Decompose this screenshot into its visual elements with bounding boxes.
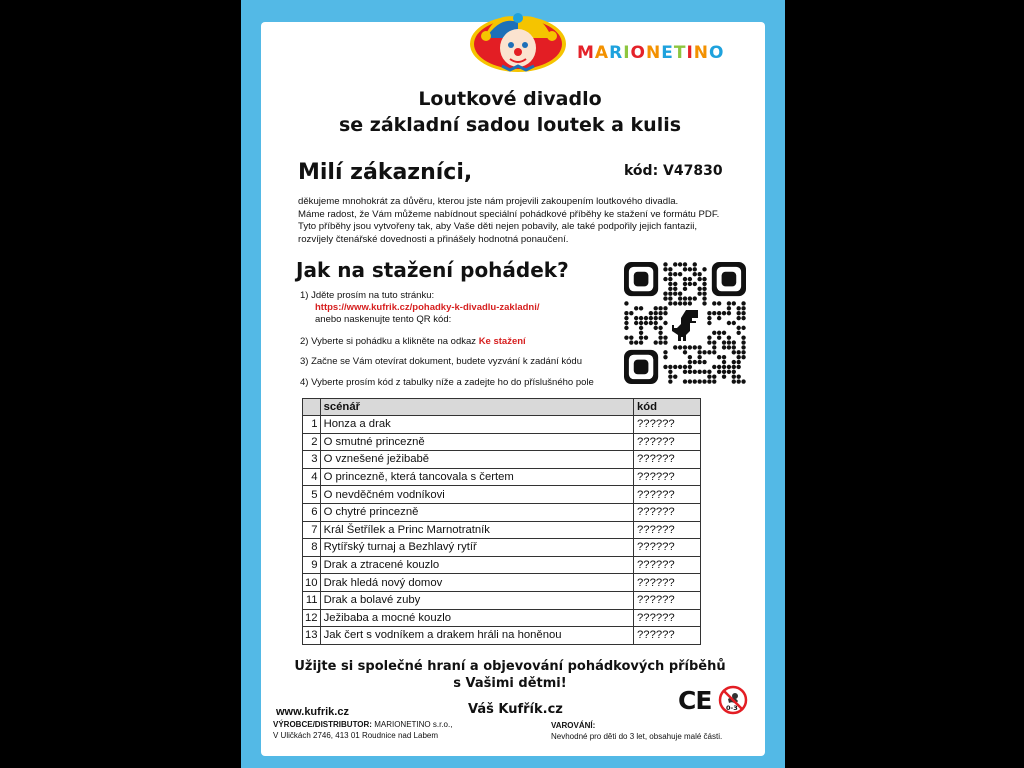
scenario-code: ?????? — [634, 609, 701, 627]
table-row — [303, 451, 701, 469]
closing-line-1: Užijte si společné hraní a objevování pohádkových příběhů — [294, 659, 726, 674]
brand-letter: O — [709, 43, 725, 63]
table-row — [303, 521, 701, 539]
table-row — [303, 627, 701, 645]
title-line-2: se základní sadou loutek a kulis — [338, 114, 682, 136]
brand-letter: E — [661, 43, 674, 63]
brand-name — [577, 43, 724, 63]
distributor-label: VÝROBCE/DISTRIBUTOR: — [273, 720, 372, 729]
scenario-code: ?????? — [634, 591, 701, 609]
distributor-address: V Uličkách 2746, 413 01 Roudnice nad Labem — [273, 730, 438, 740]
closing-message — [280, 658, 740, 692]
scenario-code: ?????? — [634, 503, 701, 521]
table-row — [303, 539, 701, 557]
brand-letter: I — [623, 43, 631, 63]
download-page-link[interactable]: https://www.kufrik.cz/pohadky-k-divadlu-zakladni/ — [315, 302, 540, 313]
scenario-title: Drak hledá nový domov — [320, 574, 633, 592]
greeting: Milí zákazníci, — [298, 160, 473, 185]
brand-letter: M — [577, 43, 595, 63]
step-1 — [300, 290, 540, 326]
step-4: 4) Vyberte prosím kód z tabulky níže a zadejte ho do příslušného pole — [300, 377, 594, 388]
document-title — [290, 86, 730, 138]
title-line-1: Loutkové divadlo — [418, 88, 602, 110]
table-row — [303, 574, 701, 592]
table-row — [303, 433, 701, 451]
scenario-title: O princezně, která tancovala s čertem — [320, 468, 633, 486]
ce-mark-icon: CE — [678, 686, 712, 715]
howto-heading: Jak na stažení pohádek? — [296, 258, 569, 282]
table-row — [303, 556, 701, 574]
header-scenario: scénář — [320, 399, 633, 416]
scenario-title: O chytré princezně — [320, 503, 633, 521]
scenario-code: ?????? — [634, 539, 701, 557]
intro-line: Tyto příběhy jsou vytvořeny tak, aby Vaše děti nejen pobavily, ale také podpořily jejich fantazii, — [298, 221, 698, 232]
step-3: 3) Začne se Vám otevírat dokument, budete vyzvání k zadání kódu — [300, 356, 582, 367]
signature: Váš Kufřík.cz — [468, 702, 563, 717]
scenario-table — [302, 398, 701, 645]
table-row — [303, 468, 701, 486]
scenario-title: O vznešené ježibabě — [320, 451, 633, 469]
scenario-code: ?????? — [634, 627, 701, 645]
age-warning-text: 0-3 — [726, 704, 738, 712]
closing-line-2: s Vašimi dětmi! — [453, 676, 567, 691]
scenario-code: ?????? — [634, 416, 701, 434]
table-row — [303, 503, 701, 521]
scenario-code: ?????? — [634, 556, 701, 574]
step-1-text: 1) Jděte prosím na tuto stránku: — [300, 290, 435, 301]
row-number: 1 — [303, 416, 321, 434]
row-number: 5 — [303, 486, 321, 504]
age-warning-icon — [718, 685, 748, 715]
row-number: 7 — [303, 521, 321, 539]
scenario-code: ?????? — [634, 451, 701, 469]
warning-label: VAROVÁNÍ: — [551, 721, 596, 730]
distributor-name: MARIONETINO s.r.o., — [371, 720, 453, 729]
brand-letter: A — [594, 43, 610, 63]
row-number: 8 — [303, 539, 321, 557]
header-code: kód — [634, 399, 701, 416]
warning-text: Nevhodné pro děti do 3 let, obsahuje malé části. — [551, 732, 723, 741]
step-1-qr-text: anebo naskenujte tento QR kód: — [315, 314, 452, 325]
scenario-title: Drak a ztracené kouzlo — [320, 556, 633, 574]
row-number: 12 — [303, 609, 321, 627]
table-row — [303, 416, 701, 434]
intro-line: rozvíjely čtenářské dovednosti a přinášely hodnotná ponaučení. — [298, 233, 569, 245]
table-header-row — [303, 399, 701, 416]
brand-letter: O — [630, 43, 646, 63]
scenario-code: ?????? — [634, 486, 701, 504]
row-number: 13 — [303, 627, 321, 645]
scenario-code: ?????? — [634, 433, 701, 451]
header-number — [303, 399, 321, 416]
intro-text — [298, 196, 768, 246]
brand-letter: N — [693, 43, 709, 63]
row-number: 3 — [303, 451, 321, 469]
row-number: 2 — [303, 433, 321, 451]
scenario-title: O smutné princezně — [320, 433, 633, 451]
brand-letter: T — [673, 43, 687, 63]
qr-code-icon[interactable] — [624, 262, 746, 384]
table-row — [303, 591, 701, 609]
scenario-code: ?????? — [634, 574, 701, 592]
step-2 — [300, 336, 526, 348]
step-2-text: 2) Vyberte si pohádku a klikněte na odkaz — [300, 336, 479, 347]
brand-letter: I — [686, 43, 694, 63]
table-row — [303, 486, 701, 504]
row-number: 6 — [303, 503, 321, 521]
distributor-info — [273, 720, 452, 741]
row-number: 10 — [303, 574, 321, 592]
scenario-title: Ježibaba a mocné kouzlo — [320, 609, 633, 627]
intro-line: děkujeme mnohokrát za důvěru, kterou jste nám projevili zakoupením loutkového divadla. — [298, 196, 679, 207]
row-number: 11 — [303, 591, 321, 609]
brand-letter: R — [609, 43, 624, 63]
customer-code: kód: V47830 — [624, 163, 723, 179]
row-number: 4 — [303, 468, 321, 486]
scenario-title: Honza a drak — [320, 416, 633, 434]
scenario-code: ?????? — [634, 468, 701, 486]
scenario-title: O nevděčném vodníkovi — [320, 486, 633, 504]
intro-line: Máme radost, že Vám můžeme nabídnout speciální pohádkové příběhy ke stažení ve formátu PDF. — [298, 208, 720, 220]
table-row — [303, 609, 701, 627]
website-link[interactable]: www.kufrik.cz — [276, 706, 349, 718]
row-number: 9 — [303, 556, 321, 574]
scenario-title: Drak a bolavé zuby — [320, 591, 633, 609]
brand-letter: N — [645, 43, 662, 63]
download-link[interactable]: Ke stažení — [478, 336, 526, 347]
warning — [551, 720, 722, 742]
jester-logo — [466, 8, 570, 74]
scenario-title: Rytířský turnaj a Bezhlavý rytíř — [320, 539, 633, 557]
scenario-title: Král Šetřílek a Princ Marnotratník — [320, 521, 633, 539]
scenario-title: Jak čert s vodníkem a drakem hráli na honěnou — [320, 627, 633, 645]
scenario-code: ?????? — [634, 521, 701, 539]
